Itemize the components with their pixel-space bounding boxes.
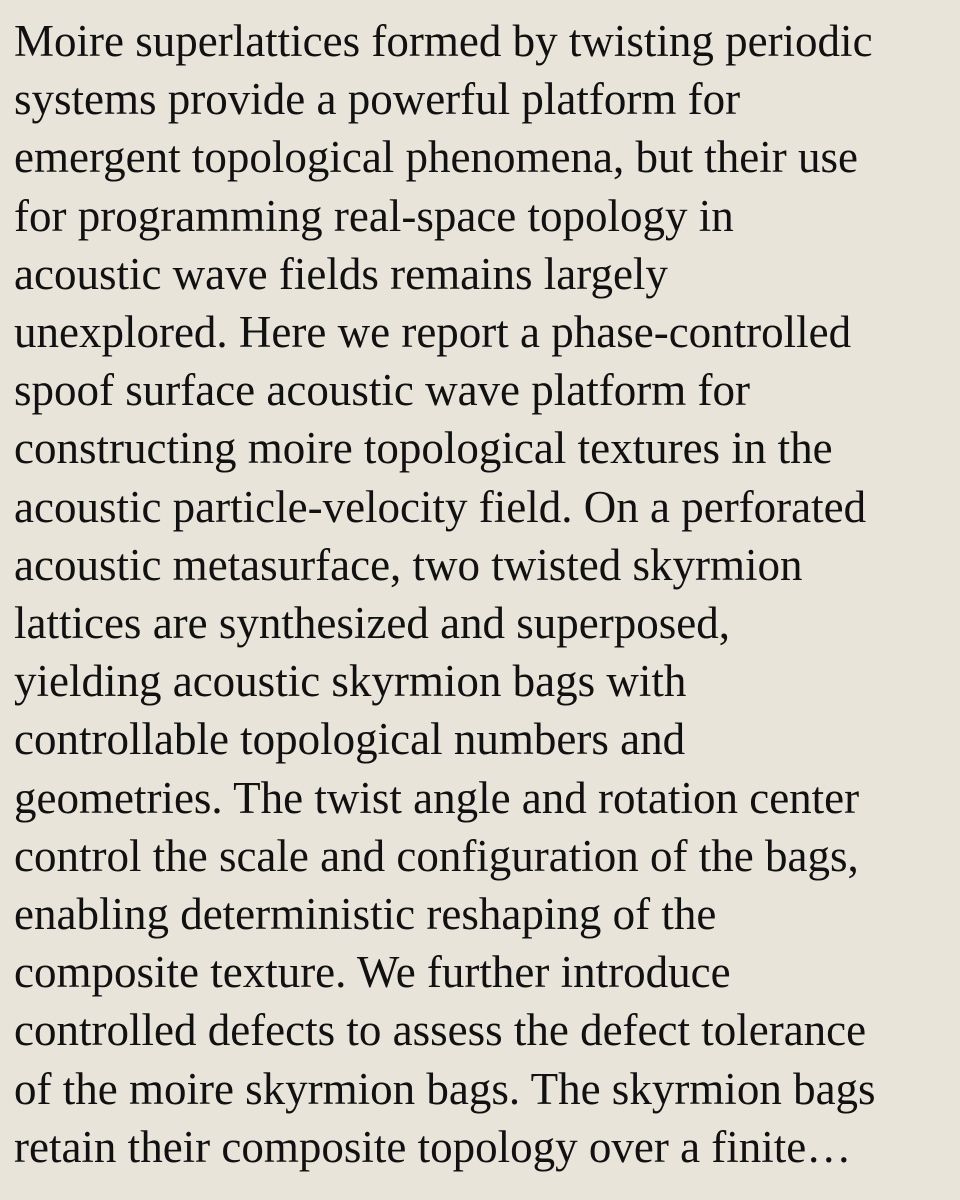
abstract-paragraph: Moire superlattices formed by twisting periodic systems provide a powerful platform for emergent topological phenomena, but their use for programming real-space topology in acoustic wave fields remains largely unexplored. Here we report a phase-controlled spoof surface acoustic wave platform for constructing moire topological textures in the acoustic particle-velocity field. On a perforated acoustic metasurface, two twisted skyrmion lattices are synthesized and superposed, yielding acoustic skyrmion bags with controllable topological numbers and geometries. The twist angle and rotation center control the scale and configuration of the bags, enabling deterministic reshaping of the composite texture. We further introduce controlled defects to assess the defect tolerance of the moire skyrmion bags. The skyrmion bags retain their composite topology over a finite… xyxy=(14,16,876,1172)
